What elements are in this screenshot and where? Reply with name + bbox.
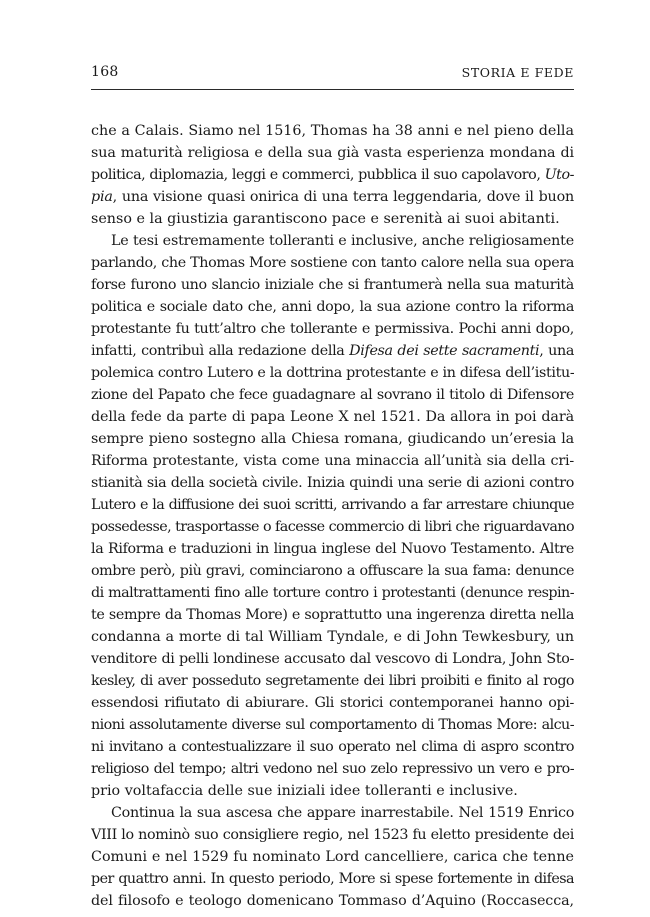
text-line: venditore di pelli londinese accusato dal vescovo di Londra, John Sto- [91,651,574,667]
text-line: Comuni e nel 1529 fu nominato Lord cancelliere, carica che tenne [91,849,574,865]
text-line: sua maturità religiosa e della sua già vasta esperienza mondana di [91,145,574,161]
header-rule [91,89,574,90]
paragraph-start-line: Le tesi estremamente tolleranti e inclusive, anche religiosamente [111,233,574,249]
text-line: politica e sociale dato che, anni dopo, la sua azione contro la riforma [91,299,574,315]
body-text [91,120,574,912]
page-number: 168 [91,64,119,80]
text-line: sempre pieno sostegno alla Chiesa romana, giudicando un’eresia la [91,431,574,447]
text-line: essendosi rifiutato di abiurare. Gli storici contemporanei hanno opi- [91,695,574,711]
italic-title: Difesa dei sette sacramenti [349,343,540,359]
text-line: forse furono uno slancio iniziale che si frantumerà nella sua maturità [91,277,574,293]
text-line: ni invitano a contestualizzare il suo operato nel clima di aspro scontro [91,739,574,755]
text-line: parlando, che Thomas More sostiene con tanto calore nella sua opera [91,255,574,271]
text-line: del filosofo e teologo domenicano Tommaso d’Aquino (Roccasecca, [91,893,574,909]
text-line: protestante fu tutt’altro che tollerante e permissiva. Pochi anni dopo, [91,321,574,337]
text-line: politica, diplomazia, leggi e commerci, pubblica il suo capolavoro, Uto- [91,167,574,183]
text-line: la Riforma e traduzioni in lingua inglese del Nuovo Testamento. Altre [91,541,574,557]
text-line: zione del Papato che fece guadagnare al sovrano il titolo di Difensore [91,387,574,403]
text-line: polemica contro Lutero e la dottrina protestante e in difesa dell’istitu- [91,365,574,381]
text-line: VIII lo nominò suo consigliere regio, nel 1523 fu eletto presidente dei [91,827,574,843]
page-header [91,64,574,84]
text-line: possedesse, trasportasse o facesse commercio di libri che riguardavano [91,519,574,535]
text-line: infatti, contribuì alla redazione della Difesa dei sette sacramenti, una [91,343,574,359]
text-line: nioni assolutamente diverse sul comportamento di Thomas More: alcu- [91,717,574,733]
text-line: della fede da parte di papa Leone X nel 1521. Da allora in poi darà [91,409,574,425]
text-line: di maltrattamenti fino alle torture contro i protestanti (denunce respin- [91,585,574,601]
italic-title: Uto- [544,167,574,183]
running-head: STORIA E FEDE [461,65,574,80]
paragraph-end-line: senso e la giustizia garantiscono pace e serenità ai suoi abitanti. [91,211,560,227]
paragraph-end-line: prio voltafaccia delle sue iniziali idee tolleranti e inclusive. [91,783,518,799]
text-line: che a Calais. Siamo nel 1516, Thomas ha 38 anni e nel pieno della [91,123,574,139]
text-line: per quattro anni. In questo periodo, More si spese fortemente in difesa [91,871,574,887]
text-line: condanna a morte di tal William Tyndale, e di John Tewkesbury, un [91,629,574,645]
paragraph-start-line: Continua la sua ascesa che appare inarrestabile. Nel 1519 Enrico [111,805,574,821]
italic-title: pia [91,189,113,205]
text-line: kesley, di aver posseduto segretamente dei libri proibiti e finito al rogo [91,673,574,689]
text-line: religioso del tempo; altri vedono nel suo zelo repressivo un vero e pro- [91,761,574,777]
text-line: te sempre da Thomas More) e soprattutto una ingerenza diretta nella [91,607,574,623]
text-line: ombre però, più gravi, cominciarono a offuscare la sua fama: denunce [91,563,574,579]
text-line: stianità sia della società civile. Inizia quindi una serie di azioni contro [91,475,574,491]
text-line: Riforma protestante, vista come una minaccia all’unità sia della cri- [91,453,574,469]
text-line: Lutero e la diffusione dei suoi scritti, arrivando a far arrestare chiunque [91,497,574,513]
text-line: pia, una visione quasi onirica di una terra leggendaria, dove il buon [91,189,574,205]
